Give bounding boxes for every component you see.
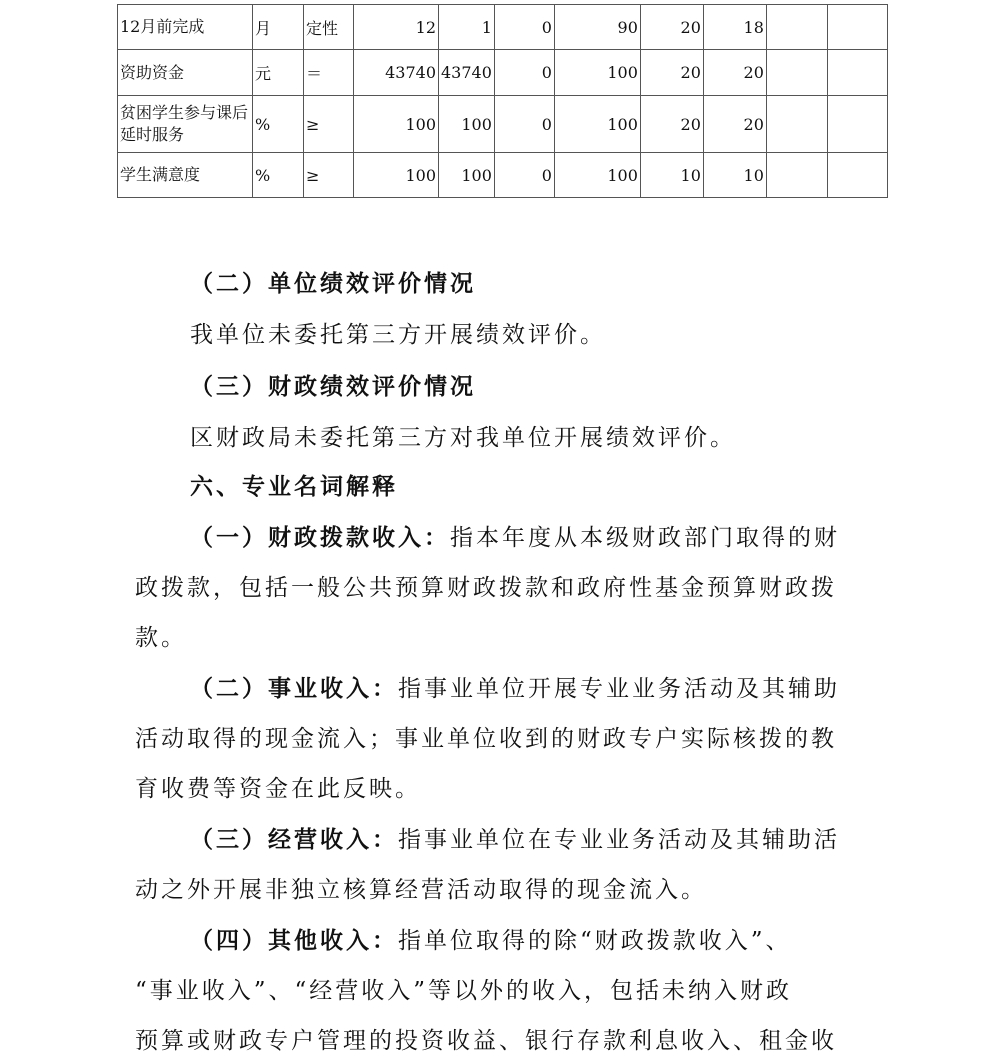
paragraph: 区财政局未委托第三方对我单位开展绩效评价。 bbox=[190, 425, 736, 451]
term-label: （一）财政拨款收入： bbox=[190, 524, 450, 551]
indicator-unit: % bbox=[253, 153, 304, 198]
indicator-value: 43740 bbox=[354, 50, 439, 96]
indicator-value: 100 bbox=[554, 96, 640, 153]
indicator-value: 100 bbox=[554, 153, 640, 198]
indicator-operator: ≥ bbox=[304, 153, 354, 198]
term-definition-line: 政拨款，包括一般公共预算财政拨款和政府性基金预算财政拨 bbox=[135, 575, 837, 601]
table-row bbox=[118, 153, 888, 198]
term-definition-line: 活动取得的现金流入；事业单位收到的财政专户实际核拨的教 bbox=[135, 726, 837, 752]
indicator-value: 0 bbox=[494, 5, 554, 50]
chapter-heading: 六、专业名词解释 bbox=[190, 473, 398, 500]
indicator-unit: % bbox=[253, 96, 304, 153]
indicator-empty-cell bbox=[827, 50, 887, 96]
indicator-name: 贫困学生参与课后延时服务 bbox=[118, 96, 253, 153]
table-row bbox=[118, 96, 888, 153]
indicator-value: 100 bbox=[554, 50, 640, 96]
performance-indicator-table bbox=[117, 4, 888, 198]
indicator-value: 12 bbox=[354, 5, 439, 50]
term-text: 指事业单位在专业业务活动及其辅助活 bbox=[398, 827, 840, 853]
term-definition-line: 育收费等资金在此反映。 bbox=[135, 776, 421, 802]
section-heading: （三）财政绩效评价情况 bbox=[190, 373, 476, 400]
term-text: 指事业单位开展专业业务活动及其辅助 bbox=[398, 676, 840, 702]
indicator-value: 1 bbox=[439, 5, 495, 50]
indicator-operator: ≥ bbox=[304, 96, 354, 153]
table-row bbox=[118, 50, 888, 96]
indicator-value: 20 bbox=[640, 96, 703, 153]
indicator-unit: 元 bbox=[253, 50, 304, 96]
indicator-name: 学生满意度 bbox=[118, 153, 253, 198]
indicator-value: 10 bbox=[703, 153, 766, 198]
indicator-value: 0 bbox=[494, 153, 554, 198]
indicator-value: 90 bbox=[554, 5, 640, 50]
term-label: （三）经营收入： bbox=[190, 826, 398, 853]
term-definition-line: 款。 bbox=[135, 625, 187, 651]
term-definition-line: “事业收入”、“经营收入”等以外的收入，包括未纳入财政 bbox=[135, 978, 793, 1004]
indicator-value: 100 bbox=[439, 153, 495, 198]
term-definition-line bbox=[190, 922, 792, 955]
term-definition-line bbox=[190, 519, 840, 552]
table-row bbox=[118, 5, 888, 50]
indicator-operator: 定性 bbox=[304, 5, 354, 50]
indicator-operator: ＝ bbox=[304, 50, 354, 96]
indicator-value: 20 bbox=[703, 50, 766, 96]
section-heading: （二）单位绩效评价情况 bbox=[190, 270, 476, 297]
term-label: （四）其他收入： bbox=[190, 927, 398, 954]
indicator-value: 0 bbox=[494, 50, 554, 96]
indicator-empty-cell bbox=[766, 96, 827, 153]
indicator-unit: 月 bbox=[253, 5, 304, 50]
paragraph: 我单位未委托第三方开展绩效评价。 bbox=[190, 322, 606, 348]
indicator-empty-cell bbox=[766, 153, 827, 198]
term-text: 指本年度从本级财政部门取得的财 bbox=[450, 525, 840, 551]
indicator-value: 10 bbox=[640, 153, 703, 198]
indicator-empty-cell bbox=[827, 153, 887, 198]
indicator-empty-cell bbox=[766, 50, 827, 96]
indicator-value: 20 bbox=[703, 96, 766, 153]
term-definition-line: 预算或财政专户管理的投资收益、银行存款利息收入、租金收 bbox=[135, 1028, 837, 1054]
indicator-value: 100 bbox=[439, 96, 495, 153]
term-definition-line bbox=[190, 670, 840, 703]
indicator-value: 100 bbox=[354, 96, 439, 153]
indicator-value: 18 bbox=[703, 5, 766, 50]
indicator-empty-cell bbox=[827, 96, 887, 153]
indicator-value: 20 bbox=[640, 5, 703, 50]
indicator-empty-cell bbox=[827, 5, 887, 50]
indicator-name: 资助资金 bbox=[118, 50, 253, 96]
indicator-value: 0 bbox=[494, 96, 554, 153]
indicator-name: 12月前完成 bbox=[118, 5, 253, 50]
term-definition-line bbox=[190, 821, 840, 854]
indicator-value: 43740 bbox=[439, 50, 495, 96]
term-label: （二）事业收入： bbox=[190, 675, 398, 702]
indicator-empty-cell bbox=[766, 5, 827, 50]
indicator-value: 20 bbox=[640, 50, 703, 96]
term-definition-line: 动之外开展非独立核算经营活动取得的现金流入。 bbox=[135, 877, 707, 903]
term-text: 指单位取得的除“财政拨款收入”、 bbox=[398, 928, 792, 954]
indicator-value: 100 bbox=[354, 153, 439, 198]
